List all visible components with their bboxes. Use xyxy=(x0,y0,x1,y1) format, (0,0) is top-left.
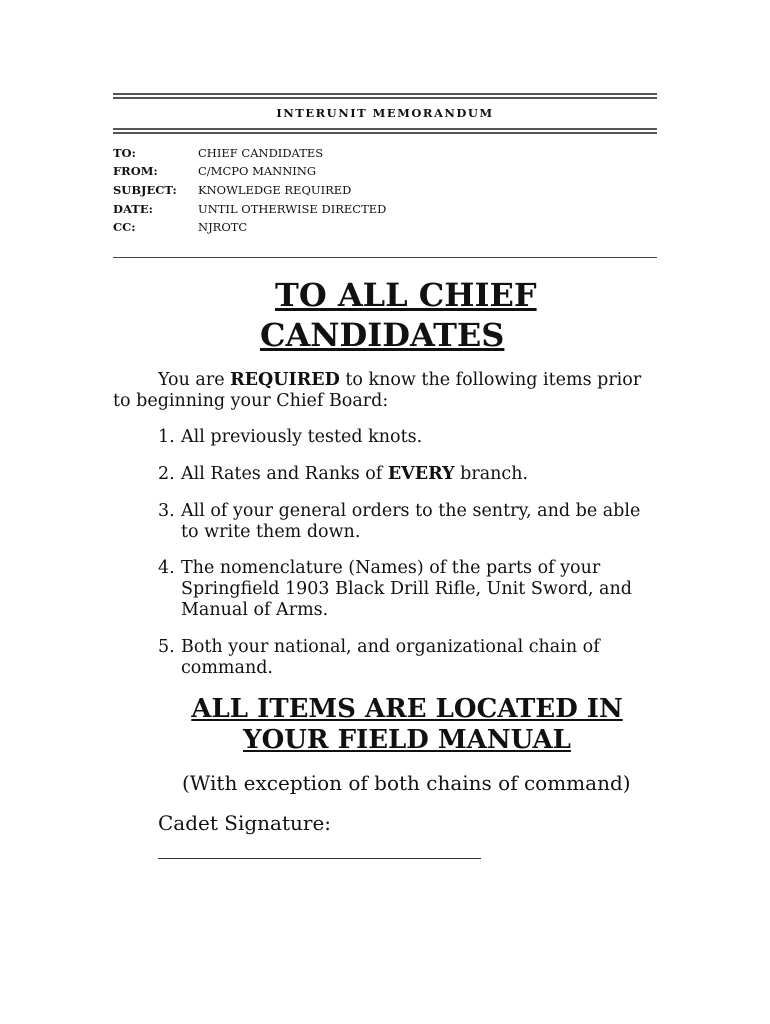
memo-title: INTERUNIT MEMORANDUM xyxy=(276,106,494,120)
item-text: Both your national, and organizational chain of xyxy=(181,637,600,657)
notice-line-2: YOUR FIELD MANUAL xyxy=(243,725,571,755)
item-text: The nomenclature (Names) of the parts of your xyxy=(181,558,601,578)
field-value: NJROTC xyxy=(198,220,248,234)
heading-line-1: TO ALL CHIEF xyxy=(275,276,537,314)
intro-text: to know the following items prior xyxy=(339,370,642,390)
heading-line-2: CANDIDATES xyxy=(260,316,505,354)
intro-line-1 xyxy=(158,370,641,391)
field-label: SUBJECT: xyxy=(113,183,177,197)
signature-line[interactable] xyxy=(158,858,481,859)
header-divider xyxy=(113,257,657,258)
item-text-part: All Rates and Ranks of xyxy=(181,464,388,484)
field-label: TO: xyxy=(113,146,136,160)
item-text: All of your general orders to the sentry, and be able xyxy=(181,501,641,521)
item-number: 4. xyxy=(158,558,175,578)
header-double-rule xyxy=(113,128,657,134)
signature-label: Cadet Signature: xyxy=(158,811,332,835)
item-text: All previously tested knots. xyxy=(181,427,423,447)
exception-note: (With exception of both chains of command) xyxy=(182,771,631,795)
item-emphasis: EVERY xyxy=(387,464,455,484)
item-text: Springfield 1903 Black Drill Rifle, Unit Sword, and xyxy=(181,579,632,599)
item-number: 5. xyxy=(158,637,175,657)
field-label: CC: xyxy=(113,220,136,234)
item-text: command. xyxy=(181,658,273,678)
field-label: FROM: xyxy=(113,164,158,178)
field-label: DATE: xyxy=(113,202,153,216)
intro-line-2: to beginning your Chief Board: xyxy=(113,391,389,411)
item-number: 3. xyxy=(158,501,175,521)
field-value: C/MCPO MANNING xyxy=(198,164,317,178)
item-text: to write them down. xyxy=(181,522,361,542)
field-value: KNOWLEDGE REQUIRED xyxy=(198,183,352,197)
item-number: 1. xyxy=(158,427,175,447)
intro-text: You are xyxy=(158,370,231,390)
item-text xyxy=(181,464,528,485)
intro-emphasis: REQUIRED xyxy=(230,370,340,390)
field-value: UNTIL OTHERWISE DIRECTED xyxy=(198,202,387,216)
field-value: CHIEF CANDIDATES xyxy=(198,146,324,160)
top-double-rule xyxy=(113,93,657,99)
notice-line-1: ALL ITEMS ARE LOCATED IN xyxy=(191,694,623,724)
item-text: Manual of Arms. xyxy=(181,600,329,620)
item-number: 2. xyxy=(158,464,175,484)
item-text-part: branch. xyxy=(454,464,529,484)
